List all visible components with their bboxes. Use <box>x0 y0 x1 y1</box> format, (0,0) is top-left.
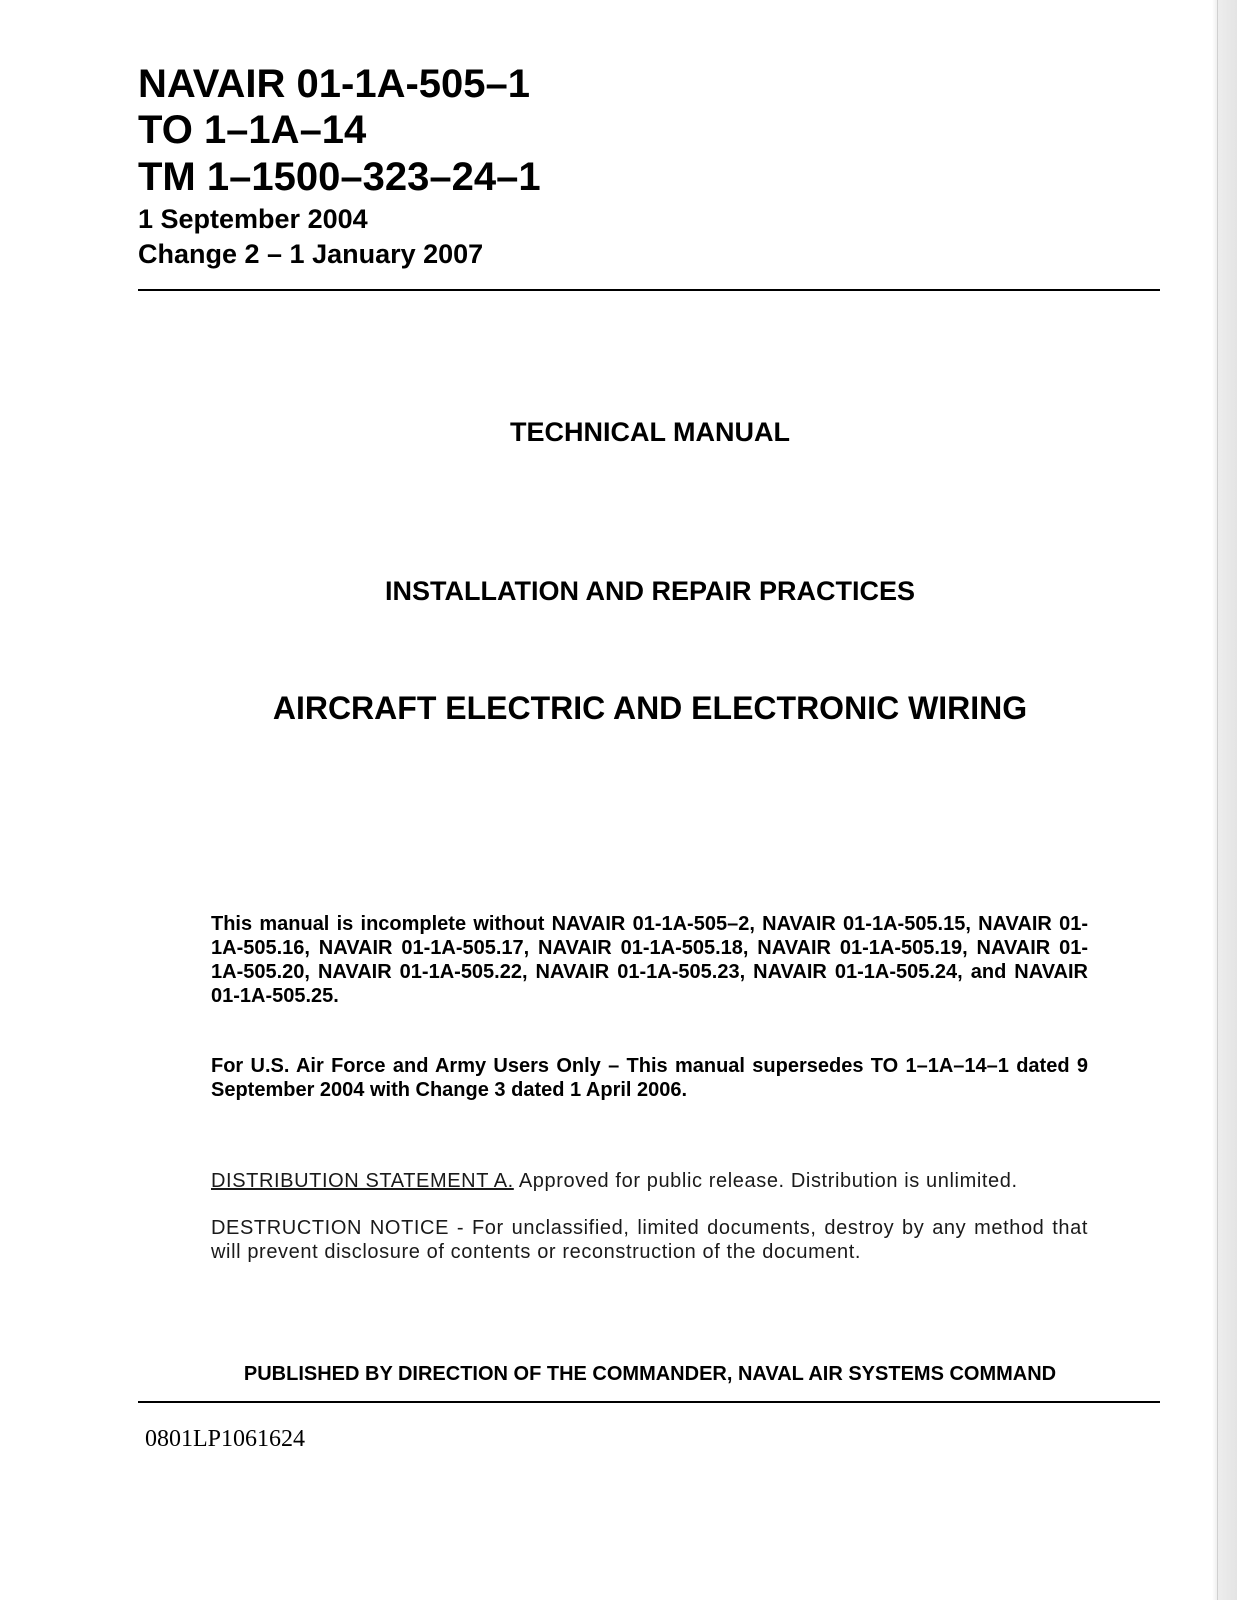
change-date: Change 2 – 1 January 2007 <box>138 239 484 269</box>
page-edge <box>1212 0 1237 1600</box>
incomplete-notice: This manual is incomplete without NAVAIR 01-1A-505–2, NAVAIR 01-1A-505.15, NAVAIR 01-1A-505.16, NAVAIR 01-1A-505.17, NAVAIR 01-1A-505.18, NAVAIR 01-1A-505.19, NAVAIR 01-1A-505.20, NAVAIR 01-1A-505.22, NAVAIR 01-1A-505.23, NAVAIR 01-1A-505.24, and NAVAIR 01-1A-505.25. <box>211 913 1088 1007</box>
distribution-text: Approved for public release. Distribution is unlimited. <box>513 1170 1018 1192</box>
control-number: 0801LP1061624 <box>145 1426 306 1452</box>
to-number: TO 1–1A–14 <box>138 108 367 152</box>
tm-number: TM 1–1500–323–24–1 <box>138 155 541 199</box>
page-edge-line <box>1217 0 1218 1600</box>
document-type: TECHNICAL MANUAL <box>510 417 790 447</box>
supersedes-notice: For U.S. Air Force and Army Users Only – This manual supersedes TO 1–1A–14–1 dated 9 September 2004 with Change 3 dated 1 April 2006. <box>211 1055 1088 1101</box>
issue-date: 1 September 2004 <box>138 204 368 234</box>
published-by: PUBLISHED BY DIRECTION OF THE COMMANDER, NAVAL AIR SYSTEMS COMMAND <box>243 1363 1057 1385</box>
distribution-statement <box>211 1169 1088 1193</box>
footer-rule <box>138 1401 1160 1403</box>
navair-number: NAVAIR 01-1A-505–1 <box>138 62 531 106</box>
distribution-label: DISTRIBUTION STATEMENT A. <box>211 1170 514 1192</box>
header-rule <box>138 289 1160 291</box>
document-subtitle: INSTALLATION AND REPAIR PRACTICES <box>385 576 915 606</box>
document-title: AIRCRAFT ELECTRIC AND ELECTRONIC WIRING <box>272 690 1028 726</box>
destruction-notice: DESTRUCTION NOTICE - For unclassified, limited documents, destroy by any method that will prevent disclosure of contents or reconstruction of the document. <box>211 1217 1088 1263</box>
